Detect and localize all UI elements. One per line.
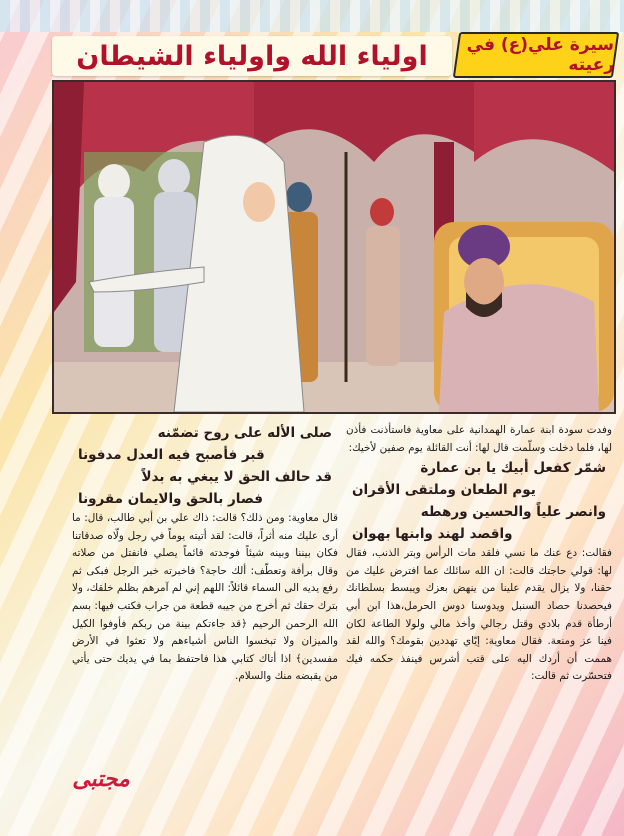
verse-line: واقصد لهند وابنها بهوان [352,526,513,543]
verse-line: صلى الأله على روح تضمّنه [157,425,332,441]
section-tag [453,32,619,78]
magazine-logo-text: مجتبى [72,766,130,792]
body-paragraph: فقالت: دع عنك ما نسي فلقد مات الرأس وبتر الذنب، فقال لها: قولي حاجتك قالت: ان الله سائلك عما افترض عليك من حقنا، ولا يزال يقدم علينا من ينهض بعزك ويبسط بسلطانك فيحصدنا حصاد السنبل ويدوسنا دوس الحرمل،هذا ابن أبي أرطأة قدم بلادي وقتل رجالي وأخذ مالي ولولا الطاعة لكان فينا عز ومنعة. فقال معاوية: إيّاي تهددين بقومك؟ والله لقد هممت أن أردك اليه على قتب أشرس فينفذ حكمه فيك فتحسّرت ثم قالت: [346,547,612,683]
intro-paragraph: وفدت سودة ابنة عمارة الهمدانية على معاوية فاستأذنت فأذن لها، فلما دخلت وسلّمت قال لها: أنت القائلة يوم صفين لأخيك: [346,424,612,454]
top-pattern-band [0,0,624,32]
magazine-logo [46,764,156,794]
right-column [346,422,612,686]
verse-line: يوم الطعان وملتقى الأقران [352,482,536,499]
verse-line: فصار بالحق والايمان مقرونا [78,491,263,507]
illustration-drawing [54,82,614,412]
left-column [72,422,338,686]
page-title-text: اولياء الله واولياء الشيطان [76,40,428,72]
verse-line: قبر فأصبح فيه العدل مدفونا [78,447,265,463]
section-tag-text: سيرة علي(ع) في رعيته [466,35,614,75]
verse-line: وانصر علياً والحسين ورهطه [420,504,606,521]
verse-line: شمّر كفعل أبيك يا بن عمارة [420,460,606,477]
verse-line: قد حالف الحق لا يبغي به بدلاً [141,469,332,485]
story-illustration [52,80,616,414]
body-paragraph: قال معاوية: ومن ذلك؟ قالت: ذاك علي بن أبي طالب، قال: ما أرى عليك منه أثراً، قالت: لقد أتيته يوماً في رجل ولّاه صدقاتنا فكان بيننا وبينه شيئاً فوجدته قائماً يصلي فانفتل من صلاته وقال برأفة وتعطّف: ألك حاجة؟ فاخبرته خبر الرجل فبكى ثم رفع يديه الى السماء قائلاً: اللهم إني لم آمرهم بظلم خلقك، ولا بترك حقك ثم أخرج من جيبه قطعة من جراب فكتب فيها: بسم الله الرحمن الرحيم ﴿قد جاءتكم بينة من ربكم فأوفوا الكيل والميزان ولا تبخسوا الناس أشياءهم ولا تعثوا في الأرض مفسدين﴾ اذا أتاك كتابي هذا فاحتفظ بما في يديك حتى يأتي من يقبضه منك والسلام. [72,512,338,683]
page-title [52,36,452,76]
